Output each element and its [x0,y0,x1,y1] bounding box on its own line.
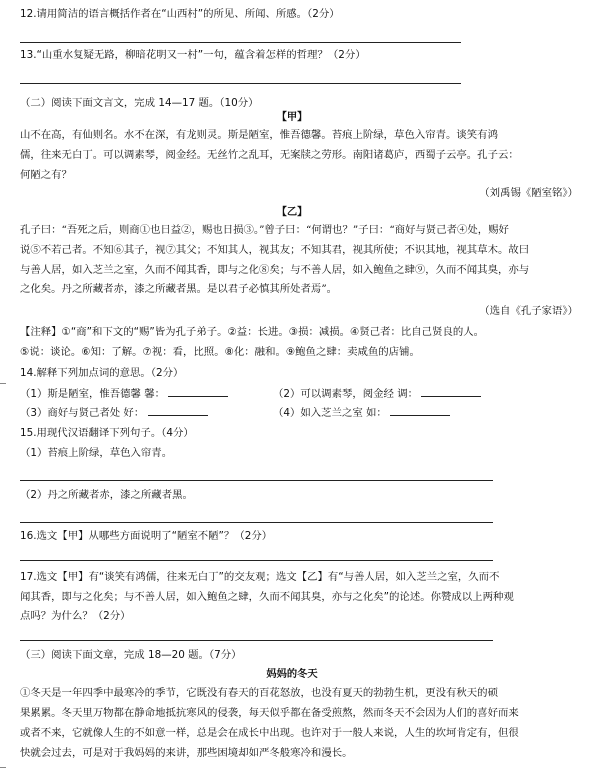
question-14-item [273,404,450,420]
article-line: 或者不来，它就像人生的不如意一样，总是会在成长中出现。也许对于一般人来说，人生的坎坷肯定有，但很 [20,727,519,739]
question-14-item [20,404,208,420]
passage-jia-line: 山不在高，有仙则名。水不在深，有龙则灵。斯是陋室，惟吾德馨。苔痕上阶绿，草色入帘青。谈笑有鸿 [20,129,498,141]
passage-yi-source: （选自《孔子家语》） [479,305,578,317]
question-12: 12.请用简洁的语言概括作者在“山西村”的所见、所闻、所感。（2分） [20,8,340,20]
item-label: （1）斯是陋室，惟吾德馨 馨： [20,388,165,400]
article-line: 快就会过去，可是对于我妈妈的来讲，那些困境却如严冬般寒冷和漫长。 [20,747,353,759]
answer-line-q17[interactable] [20,640,493,641]
passage-yi-line: 说⑤不若己者。不知⑥其子，视⑦其父；不知其人，视其友；不知其君，视其所使；不识其地，视其草木。故曰 [20,244,530,256]
answer-line-q12[interactable] [20,42,461,43]
margin-mark [0,383,6,384]
section-2-title: （二）阅读下面文言文，完成 14—17 题。（10分） [20,97,259,109]
passage-jia-heading: 【甲】 [276,111,308,123]
question-16: 16.选文【甲】从哪些方面说明了“陋室不陋”？（2分） [20,530,273,542]
answer-blank[interactable] [168,385,228,397]
question-17-line: 17.选文【甲】有“谈笑有鸿儒，往来无白丁”的交友观；选文【乙】有“与善人居，如入芝兰之室，久而不 [20,571,500,583]
question-15-title: 15.用现代汉语翻译下列句子。（4分） [20,427,194,439]
answer-blank[interactable] [390,404,450,416]
annotation-line: ⑤说：谈论。⑥知：了解。⑦视：看，比照。⑧化：融和。⑨鲍鱼之肆：卖咸鱼的店铺。 [20,346,420,358]
question-17-line: 点吗？为什么？（2分） [20,610,131,622]
question-15-sentence-2: （2）丹之所藏者赤，漆之所藏者黑。 [20,489,193,501]
item-label: （4）如入芝兰之室 如： [273,407,387,419]
passage-yi-line: 与善人居，如入芝兰之室，久而不闻其香，即与之化⑧矣；与不善人居，如入鲍鱼之肆⑨，久而不闻其臭，亦与 [20,264,530,276]
annotation-line: 【注释】①“商”和下文的“赐”皆为孔子弟子。②益：长进。③损：减损。④贤己者：比自己贤良的人。 [20,326,485,338]
item-label: （2）可以调素琴，阅金经 调： [273,388,418,400]
answer-blank[interactable] [148,404,208,416]
answer-line-q16[interactable] [20,560,493,561]
article-title: 妈妈的冬天 [266,668,318,680]
question-15-sentence-1: （1）苔痕上阶绿，草色入帘青。 [20,447,173,459]
passage-jia-source: （刘禹锡《陋室铭》） [479,187,578,199]
article-line: 果累累。冬天里万物都在静命地抵抗寒风的侵袭，每天似乎都在备受煎熬，然而冬天不会因为人们的喜好而来 [20,707,519,719]
answer-line-q13[interactable] [20,83,461,84]
question-14-item [273,385,481,401]
question-17-line: 闻其香，即与之化矣；与不善人居，如入鲍鱼之肆，久而不闻其臭，亦与之化矣”的论述。你赞成以上两种观 [20,591,514,603]
section-3-title: （三）阅读下面文章，完成 18—20 题。（7分） [20,649,242,661]
passage-yi-heading: 【乙】 [276,206,308,218]
question-14-item [20,385,228,401]
item-label: （3）商好与贤己者处 好： [20,407,145,419]
passage-yi-line: 之化矣。丹之所藏者赤，漆之所藏者黑。是以君子必慎其所处者焉”。 [20,283,338,295]
passage-yi-line: 孔子曰：“吾死之后，则商①也日益②，赐也日损③。”曾子曰：“何谓也？”子曰：“商好与贤己者④处，赐好 [20,224,509,236]
passage-jia-line: 儒，往来无白丁。可以调素琴，阅金经。无丝竹之乱耳，无案牍之劳形。南阳诸葛庐，西蜀子云亭。孔子云： [20,149,519,161]
answer-blank[interactable] [421,385,481,397]
passage-jia-line: 何陋之有？ [20,169,72,181]
question-14-title: 14.解释下列加点词的意思。（2分） [20,367,184,379]
answer-line-q15-1[interactable] [20,480,493,481]
article-line: ①冬天是一年四季中最寒冷的季节，它既没有春天的百花怒放，也没有夏天的勃勃生机，更没有秋天的硕 [20,687,498,699]
question-13: 13.“山重水复疑无路，柳暗花明又一村”一句，蕴含着怎样的哲理？（2分） [20,49,366,61]
answer-line-q15-2[interactable] [20,522,493,523]
